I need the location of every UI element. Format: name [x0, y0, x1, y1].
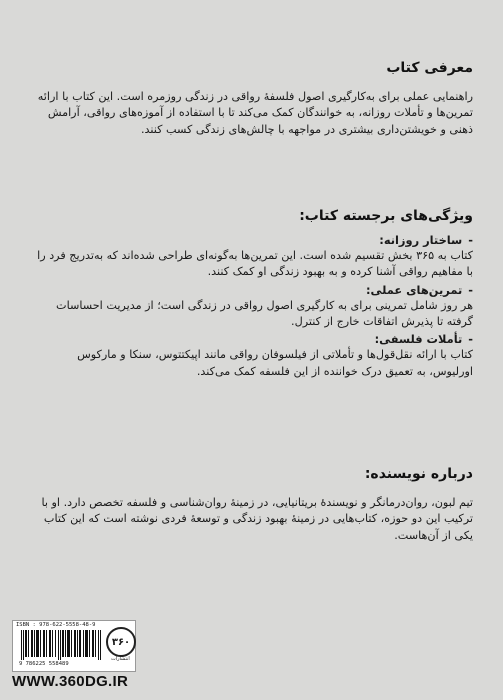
bullet-dash: -	[468, 332, 473, 347]
barcode-box	[12, 620, 136, 672]
feature-title: تأملات فلسفی:	[374, 332, 463, 347]
bullet-dash: -	[468, 232, 473, 247]
intro-section	[30, 60, 473, 138]
author-text: تیم لبون، روان‌درمانگر و نویسندهٔ بریتانیایی، در زمینهٔ روان‌شناسی و فلسفه تخصص دارد. او با ترکیب این دو حوزه، کتاب‌هایی در زمینهٔ بهبود زندگی و توسعهٔ فردی نوشته است که این کتاب یکی از آن‌هاست.	[41, 495, 473, 542]
feature-text: کتاب به ۳۶۵ بخش تقسیم شده است. این تمرین‌ها به‌گونه‌ای طراحی شده‌اند که به‌تدریج فرد را با مفاهیم رواقی آشنا کرده و به بهبود زندگی او کمک کنند.	[37, 248, 473, 279]
feature-title: ساختار روزانه:	[379, 232, 463, 247]
feature-text: کتاب با ارائه نقل‌قول‌ها و تأملاتی از فیلسوفان رواقی مانند اپیکتتوس، سنکا و مارکوس اورلیوس، به تعمیق درک خواننده از این فلسفه کمک می‌کند.	[77, 348, 473, 378]
features-section	[30, 208, 473, 382]
author-section	[30, 466, 473, 544]
features-heading: ویژگی‌های برجسته کتاب:	[299, 208, 473, 224]
publisher-logo-caption: انتشارات	[111, 656, 130, 662]
author-heading: درباره نویسنده:	[364, 466, 473, 482]
intro-text: راهنمایی عملی برای به‌کارگیری اصول فلسفهٔ رواقی در زندگی روزمره است. این کتاب با ارائه تمرین‌ها و تأملات روزانه، به خوانندگان کمک می‌کند تا با استفاده از آموزه‌های رواقی، آرامش ذهنی و خویشتن‌داری بیشتری در مواجهه با چالش‌های زندگی کسب کنند.	[37, 89, 473, 136]
isbn-label: ISBN : 978-622-5558-48-9	[16, 622, 96, 628]
feature-item	[30, 283, 473, 331]
publisher-logo-number: ۳۶۰	[111, 636, 131, 648]
publisher-website: WWW.360DG.IR	[12, 673, 129, 690]
feature-text: هر روز شامل تمرینی برای به کارگیری اصول رواقی در زندگی است؛ از مدیریت احساسات گرفته تا پذیرش اتفاقات خارج از کنترل.	[56, 298, 473, 329]
feature-item	[30, 233, 473, 281]
feature-title: تمرین‌های عملی:	[366, 282, 463, 297]
barcode-icon	[21, 630, 101, 660]
feature-item	[30, 332, 473, 380]
bullet-dash: -	[468, 282, 473, 297]
publisher-logo	[106, 627, 136, 657]
barcode-digits: 9 786225 558489	[19, 661, 69, 667]
intro-heading: معرفی کتاب	[386, 60, 473, 76]
